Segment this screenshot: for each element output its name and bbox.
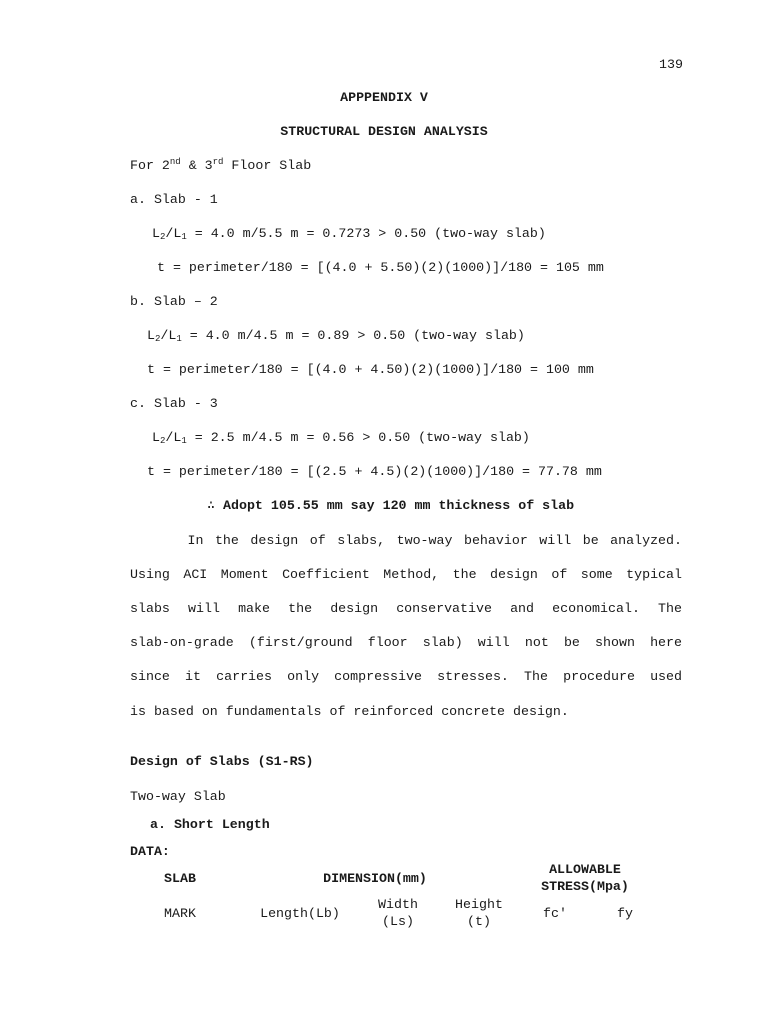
adopt-text: Adopt 105.55 mm say 120 mm thickness of slab bbox=[223, 498, 575, 513]
slab-1-ratio-l1: /L bbox=[165, 226, 182, 241]
floor-heading-sup-rd: rd bbox=[212, 157, 224, 167]
slab-1-ratio-sub1: 1 bbox=[181, 232, 187, 242]
table-header-allowable bbox=[520, 861, 650, 895]
table-col-height-line1: Height bbox=[455, 897, 503, 912]
slab-1-thickness: t = perimeter/180 = [(4.0 + 5.50)(2)(1000)]/180 = 105 mm bbox=[157, 260, 604, 275]
paragraph-line-5: since it carries only compressive stresses. The procedure used bbox=[130, 669, 682, 684]
slab-2-ratio-rest: = 4.0 m/4.5 m = 0.89 > 0.50 (two-way slab) bbox=[181, 328, 525, 343]
paragraph-line-4: slab-on-grade (first/ground floor slab) will not be shown here bbox=[130, 635, 682, 650]
slab-1-heading bbox=[130, 192, 218, 207]
table-header-allowable-line2: STRESS(Mpa) bbox=[541, 879, 629, 894]
slab-2-ratio-sub1: 1 bbox=[176, 334, 182, 344]
slab-3-heading bbox=[130, 396, 218, 411]
table-col-height bbox=[444, 896, 514, 930]
slab-2-thickness: t = perimeter/180 = [(4.0 + 4.50)(2)(1000)]/180 = 100 mm bbox=[147, 362, 594, 377]
slab-3-ratio bbox=[152, 430, 530, 445]
paragraph-line-6: is based on fundamentals of reinforced concrete design. bbox=[130, 704, 569, 719]
slab-2-heading bbox=[130, 294, 218, 309]
therefore-symbol: ∴ bbox=[207, 498, 216, 513]
slab-2-label: Slab – 2 bbox=[153, 294, 218, 309]
floor-heading-suffix: Floor Slab bbox=[223, 158, 312, 173]
slab-1-label: Slab - 1 bbox=[153, 192, 218, 207]
table-header-allowable-line1: ALLOWABLE bbox=[549, 862, 621, 877]
slab-3-ratio-l1: /L bbox=[165, 430, 182, 445]
floor-heading-prefix: For 2 bbox=[130, 158, 170, 173]
short-length-marker: a. bbox=[150, 817, 166, 832]
slab-2-ratio-l2: L bbox=[147, 328, 155, 343]
table-col-fc: fc' bbox=[543, 906, 567, 921]
section-title: STRUCTURAL DESIGN ANALYSIS bbox=[280, 124, 488, 139]
two-way-label: Two-way Slab bbox=[130, 789, 226, 804]
slab-3-thickness: t = perimeter/180 = [(2.5 + 4.5)(2)(1000)]/180 = 77.78 mm bbox=[147, 464, 602, 479]
short-length-label: Short Length bbox=[173, 817, 270, 832]
floor-heading-sup-nd: nd bbox=[169, 157, 181, 167]
slab-3-ratio-rest: = 2.5 m/4.5 m = 0.56 > 0.50 (two-way slab) bbox=[186, 430, 530, 445]
design-heading: Design of Slabs (S1-RS) bbox=[130, 754, 314, 769]
table-col-mark: MARK bbox=[164, 906, 196, 921]
appendix-title: APPPENDIX V bbox=[340, 90, 428, 105]
data-label: DATA: bbox=[130, 844, 170, 859]
page-number: 139 bbox=[659, 57, 683, 72]
paragraph-line-1: In the design of slabs, two-way behavior will be analyzed. bbox=[130, 533, 682, 548]
short-length-heading bbox=[150, 817, 270, 832]
slab-3-marker: c. bbox=[130, 396, 146, 411]
slab-2-ratio bbox=[147, 328, 525, 343]
slab-1-ratio-l2: L bbox=[152, 226, 160, 241]
table-col-length: Length(Lb) bbox=[260, 906, 340, 921]
table-col-width-line1: Width bbox=[378, 897, 418, 912]
slab-1-ratio-sub2: 2 bbox=[159, 232, 166, 242]
slab-3-ratio-sub1: 1 bbox=[181, 436, 187, 446]
slab-2-marker: b. bbox=[130, 294, 146, 309]
floor-heading-mid: & 3 bbox=[180, 158, 213, 173]
floor-heading bbox=[130, 158, 311, 173]
table-col-fy: fy bbox=[617, 906, 633, 921]
slab-2-ratio-l1: /L bbox=[160, 328, 177, 343]
table-header-slab: SLAB bbox=[164, 871, 196, 886]
paragraph-line-3: slabs will make the design conservative and economical. The bbox=[130, 601, 682, 616]
table-col-width bbox=[368, 896, 428, 930]
table-col-height-line2: (t) bbox=[467, 914, 491, 929]
adopt-statement bbox=[207, 498, 574, 513]
slab-1-marker: a. bbox=[130, 192, 146, 207]
slab-1-ratio-rest: = 4.0 m/5.5 m = 0.7273 > 0.50 (two-way slab) bbox=[186, 226, 546, 241]
slab-1-ratio bbox=[152, 226, 546, 241]
paragraph-line-2: Using ACI Moment Coefficient Method, the design of some typical bbox=[130, 567, 682, 582]
slab-3-ratio-l2: L bbox=[152, 430, 160, 445]
table-col-width-line2: (Ls) bbox=[382, 914, 414, 929]
slab-3-label: Slab - 3 bbox=[153, 396, 218, 411]
slab-3-ratio-sub2: 2 bbox=[159, 436, 166, 446]
slab-2-ratio-sub2: 2 bbox=[154, 334, 161, 344]
table-header-dimension: DIMENSION(mm) bbox=[323, 871, 427, 886]
